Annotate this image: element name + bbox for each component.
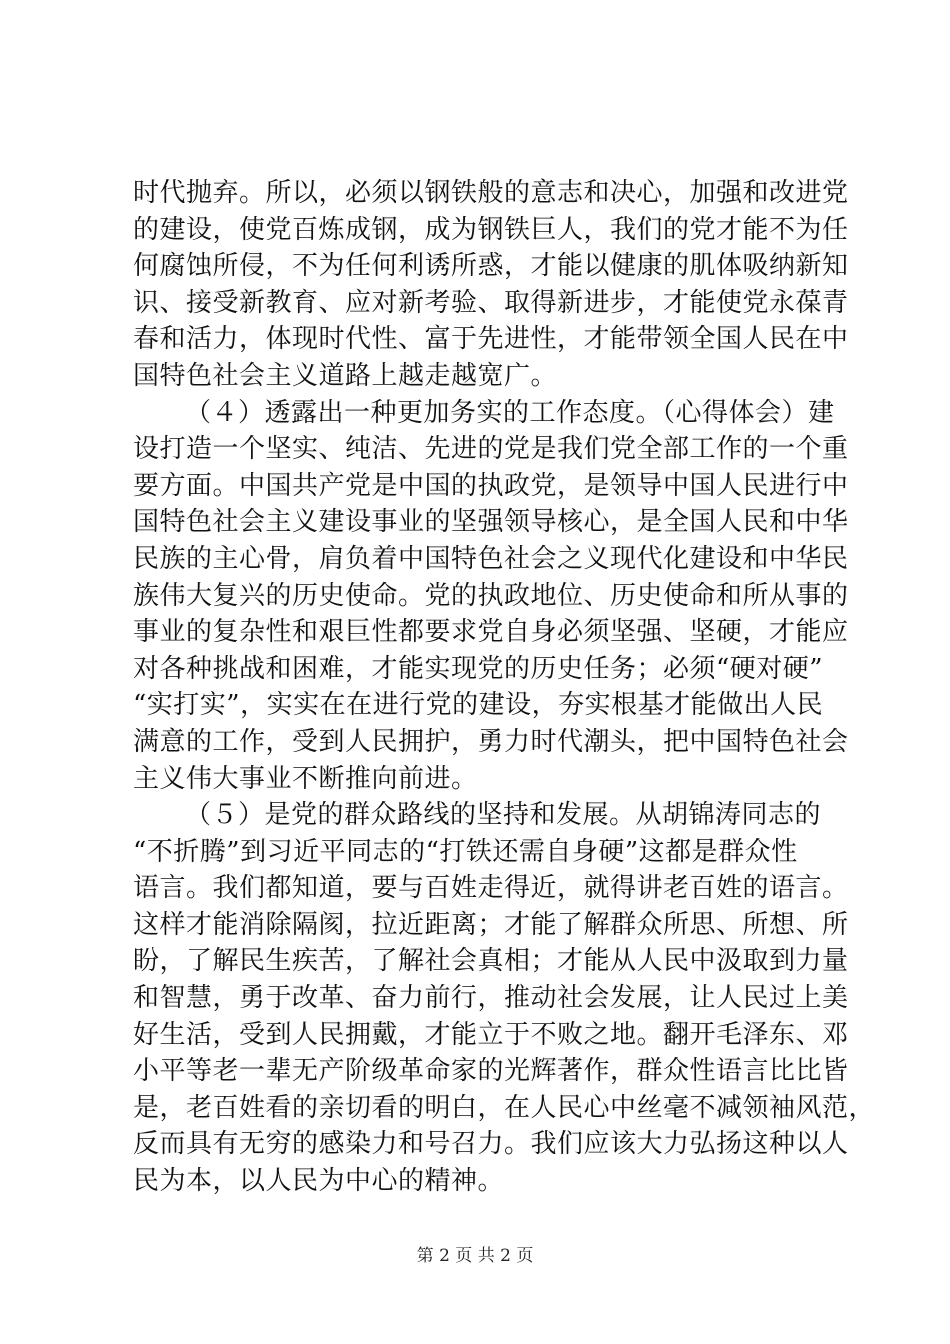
text-line: 族伟大复兴的历史使命。党的执政地位、历史使命和所从事的	[133, 580, 849, 611]
text-line: “实打实”，实实在在进行党的建设，夯实根基才能做出人民	[133, 690, 824, 721]
text-line: 国特色社会主义道路上越走越宽广。	[133, 360, 558, 391]
text-line: 反而具有无穷的感染力和号召力。我们应该大力弘扬这种以人	[133, 1129, 849, 1160]
paragraph-start-line: （４）透露出一种更加务实的工作态度。（心得体会）建	[185, 397, 835, 428]
text-line: 识、接受新教育、应对新考验、取得新进步，才能使党永葆青	[133, 287, 849, 318]
text-line: 小平等老一辈无产阶级革命家的光辉著作，群众性语言比比皆	[133, 1056, 849, 1087]
text-line: 这样才能消除隔阂，拉近距离；才能了解群众所思、所想、所	[133, 909, 849, 940]
page-number-footer: 第 2 页 共 2 页	[416, 1246, 534, 1266]
text-line: 要方面。中国共产党是中国的执政党，是领导中国人民进行中	[133, 470, 849, 501]
document-body	[133, 175, 876, 1200]
text-line: 语言。我们都知道，要与百姓走得近，就得讲老百姓的语言。	[133, 873, 849, 904]
text-line: 主义伟大事业不断推向前进。	[133, 763, 478, 794]
text-line: 民族的主心骨，肩负着中国特色社会之义现代化建设和中华民	[133, 543, 849, 574]
text-line: 和智慧，勇于改革、奋力前行，推动社会发展，让人民过上美	[133, 983, 849, 1014]
text-line: 是，老百姓看的亲切看的明白，在人民心中丝毫不减领袖风范，	[133, 1092, 876, 1123]
text-line: 满意的工作，受到人民拥护，勇力时代潮头，把中国特色社会	[133, 726, 849, 757]
text-line: 民为本，以人民为中心的精神。	[133, 1166, 505, 1197]
text-line: 盼，了解民生疾苦，了解社会真相；才能从人民中汲取到力量	[133, 946, 849, 977]
text-line: 的建设，使党百炼成钢，成为钢铁巨人，我们的党才能不为任	[133, 214, 849, 245]
text-line: 设打造一个坚实、纯洁、先进的党是我们党全部工作的一个重	[133, 434, 849, 465]
paragraph-start-line: （５）是党的群众路线的坚持和发展。从胡锦涛同志的	[185, 800, 822, 831]
text-line: “不折腾”到习近平同志的“打铁还需自身硬”这都是群众性	[133, 836, 798, 867]
text-line: 国特色社会主义建设事业的坚强领导核心，是全国人民和中华	[133, 507, 849, 538]
text-line: 时代抛弃。所以，必须以钢铁般的意志和决心，加强和改进党	[133, 178, 849, 208]
text-line: 对各种挑战和困难，才能实现党的历史任务；必须“硬对硬”	[133, 653, 824, 684]
text-line: 何腐蚀所侵，不为任何利诱所惑，才能以健康的肌体吸纳新知	[133, 251, 849, 282]
text-line: 好生活，受到人民拥戴，才能立于不败之地。翻开毛泽东、邓	[133, 1019, 849, 1050]
text-line: 春和活力，体现时代性、富于先进性，才能带领全国人民在中	[133, 324, 849, 355]
text-line: 事业的复杂性和艰巨性都要求党自身必须坚强、坚硬，才能应	[133, 617, 849, 648]
